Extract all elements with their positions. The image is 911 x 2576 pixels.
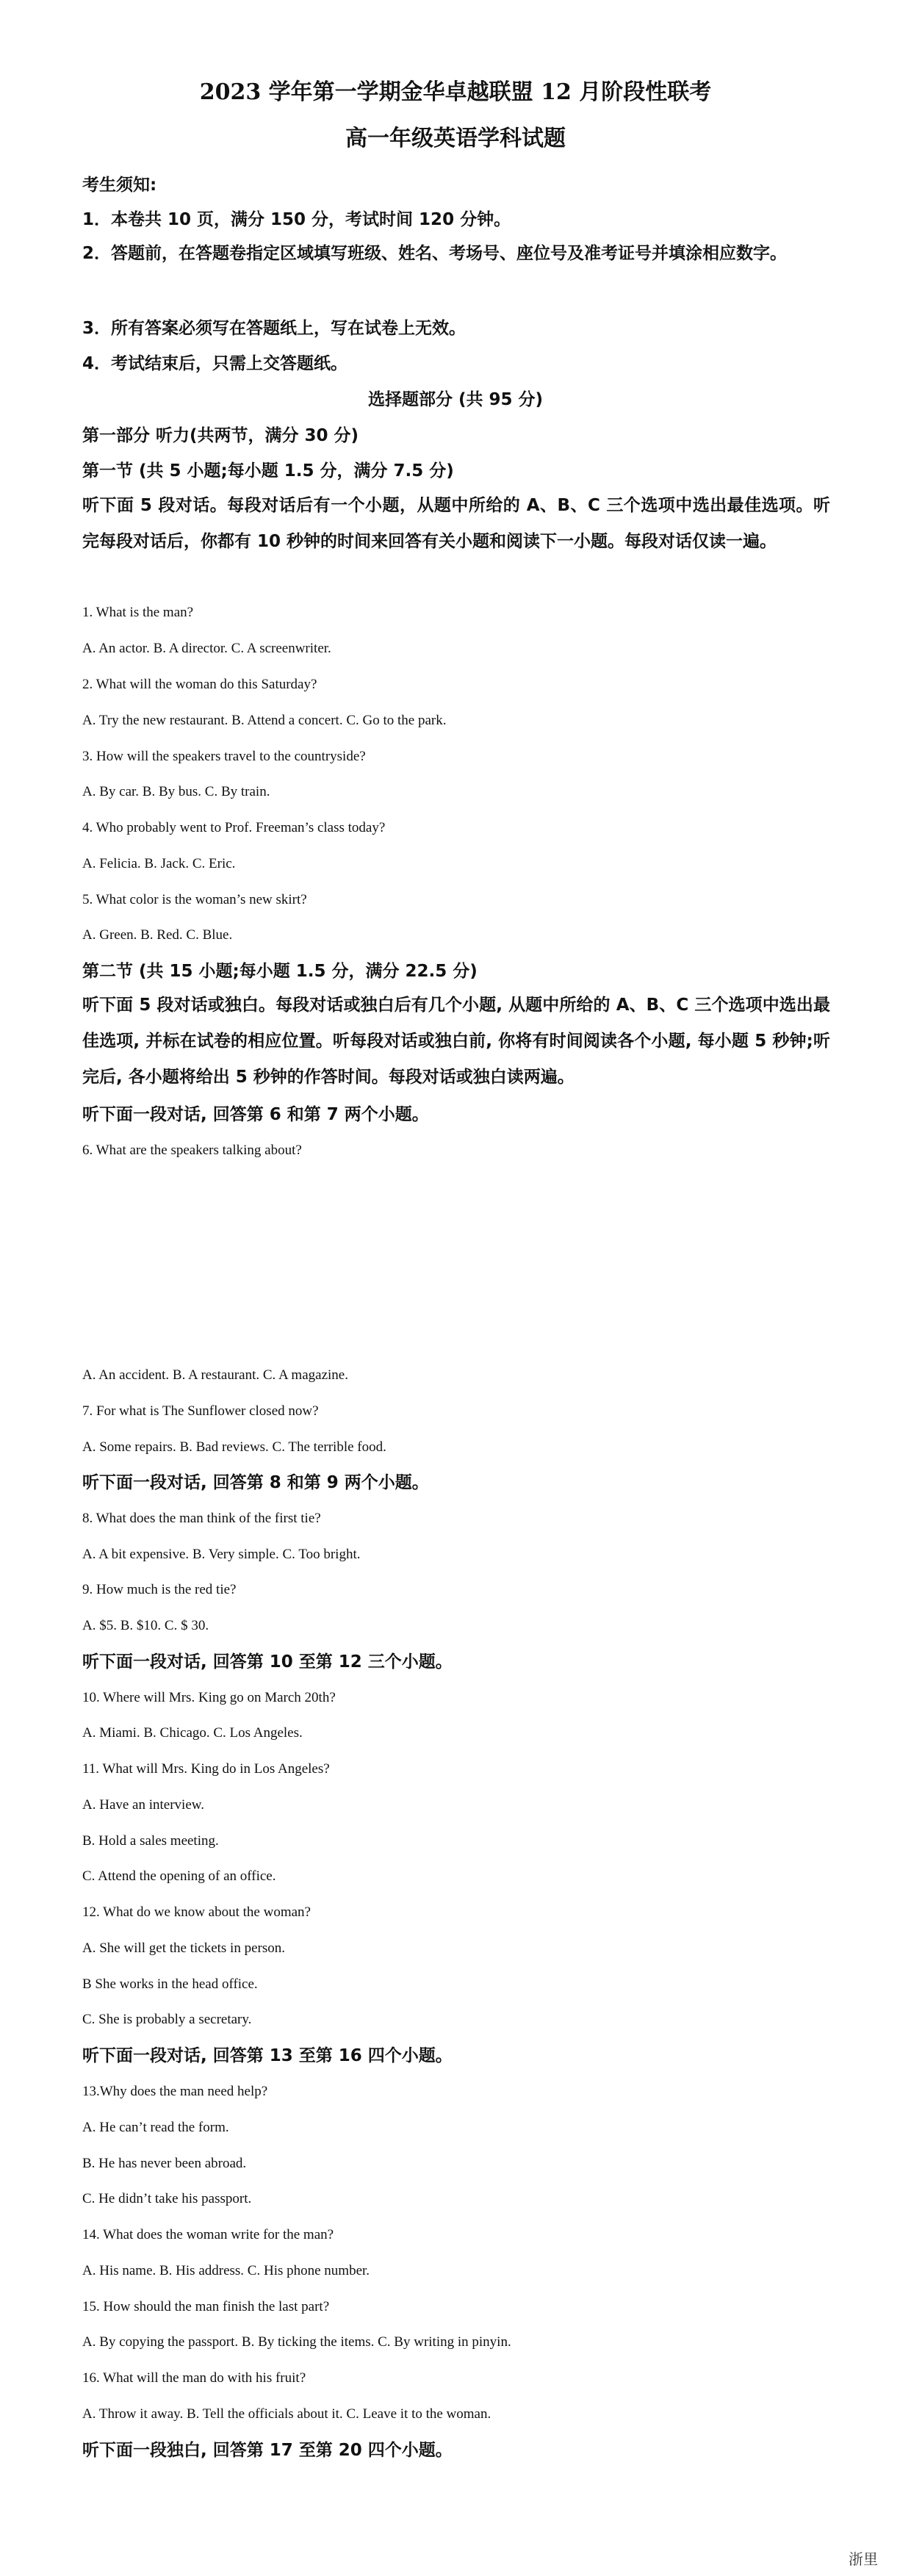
question-12-option-c: C. She is probably a secretary. <box>82 2012 252 2027</box>
question-5: 5. What color is the woman’s new skirt? <box>82 892 307 907</box>
section1-subheading: 第一节 (共 5 小题;每小题 1.5 分，满分 7.5 分) <box>82 461 454 481</box>
question-9: 9. How much is the red tie? <box>82 1582 237 1597</box>
footer-mark: 浙里 <box>849 2550 878 2568</box>
question-14-options: A. His name. B. His address. C. His phone number. <box>82 2263 370 2278</box>
question-1: 1. What is the man? <box>82 605 194 620</box>
notice-item-1: 1．本卷共 10 页，满分 150 分，考试时间 120 分钟。 <box>82 210 511 229</box>
question-1-options: A. An actor. B. A director. C. A screenwriter. <box>82 641 331 656</box>
group2-heading: 听下面一段对话, 回答第 8 和第 9 两个小题。 <box>82 1473 429 1492</box>
exam-title: 2023 学年第一学期金华卓越联盟 12 月阶段性联考 <box>199 79 712 105</box>
question-11-option-b: B. Hold a sales meeting. <box>82 1833 219 1849</box>
group4-heading: 听下面一段对话, 回答第 13 至第 16 四个小题。 <box>82 2046 453 2065</box>
section1-heading: 第一部分 听力(共两节，满分 30 分) <box>82 426 359 445</box>
notice-item-2: 2．答题前，在答题卷指定区域填写班级、姓名、考场号、座位号及准考证号并填涂相应数字。 <box>82 244 788 263</box>
section2-subheading: 第二节 (共 15 小题;每小题 1.5 分，满分 22.5 分) <box>82 962 478 981</box>
question-10-options: A. Miami. B. Chicago. C. Los Angeles. <box>82 1725 303 1741</box>
question-12-option-a: A. She will get the tickets in person. <box>82 1940 285 1956</box>
question-10: 10. Where will Mrs. King go on March 20th? <box>82 1690 336 1705</box>
question-11: 11. What will Mrs. King do in Los Angeles? <box>82 1761 330 1777</box>
question-8-options: A. A bit expensive. B. Very simple. C. Too bright. <box>82 1547 361 1562</box>
group1-heading: 听下面一段对话, 回答第 6 和第 7 两个小题。 <box>82 1105 429 1124</box>
question-9-options: A. $5. B. $10. C. $ 30. <box>82 1618 209 1633</box>
question-2: 2. What will the woman do this Saturday? <box>82 677 317 692</box>
question-13-option-a: A. He can’t read the form. <box>82 2120 229 2135</box>
question-3-options: A. By car. B. By bus. C. By train. <box>82 784 270 799</box>
question-13-option-c: C. He didn’t take his passport. <box>82 2191 252 2206</box>
question-3: 3. How will the speakers travel to the countryside? <box>82 749 366 764</box>
question-16: 16. What will the man do with his fruit? <box>82 2370 306 2386</box>
question-11-option-c: C. Attend the opening of an office. <box>82 1868 276 1884</box>
part-heading: 选择题部分 (共 95 分) <box>367 390 544 409</box>
question-7-options: A. Some repairs. B. Bad reviews. C. The terrible food. <box>82 1439 386 1455</box>
question-14: 14. What does the woman write for the man? <box>82 2227 334 2242</box>
exam-subtitle: 高一年级英语学科试题 <box>345 126 566 151</box>
notice-item-4: 4．考试结束后，只需上交答题纸。 <box>82 354 348 373</box>
question-11-option-a: A. Have an interview. <box>82 1797 205 1813</box>
question-13-option-b: B. He has never been abroad. <box>82 2156 247 2171</box>
section2-instructions: 听下面 5 段对话或独白。每段对话或独白后有几个小题, 从题中所给的 A、B、C 三个选项中选出最佳选项, 并标在试卷的相应位置。听每段对话或独白前, 你将有时间阅读各个小题, 每小题 5 秒钟;听完后, 各小题将给出 5 秒钟的作答时间。每段对话或独白读两遍。 <box>82 996 830 1087</box>
question-6: 6. What are the speakers talking about? <box>82 1143 302 1158</box>
group3-heading: 听下面一段对话, 回答第 10 至第 12 三个小题。 <box>82 1652 453 1672</box>
question-12-option-b: B She works in the head office. <box>82 1976 258 1992</box>
question-15: 15. How should the man finish the last part? <box>82 2299 330 2314</box>
question-7: 7. For what is The Sunflower closed now? <box>82 1403 319 1419</box>
question-5-options: A. Green. B. Red. C. Blue. <box>82 927 233 943</box>
notice-heading: 考生须知: <box>82 176 157 195</box>
question-6-options: A. An accident. B. A restaurant. C. A magazine. <box>82 1367 348 1383</box>
group5-heading: 听下面一段独白, 回答第 17 至第 20 四个小题。 <box>82 2441 453 2460</box>
section1-instructions: 听下面 5 段对话。每段对话后有一个小题，从题中所给的 A、B、C 三个选项中选出最佳选项。听完每段对话后，你都有 10 秒钟的时间来回答有关小题和阅读下一小题。每段对话仅读一遍。 <box>82 496 830 551</box>
question-4: 4. Who probably went to Prof. Freeman’s class today? <box>82 820 386 835</box>
question-16-options: A. Throw it away. B. Tell the officials about it. C. Leave it to the woman. <box>82 2406 491 2422</box>
question-4-options: A. Felicia. B. Jack. C. Eric. <box>82 856 236 871</box>
notice-item-3: 3．所有答案必须写在答题纸上，写在试卷上无效。 <box>82 319 467 338</box>
question-2-options: A. Try the new restaurant. B. Attend a concert. C. Go to the park. <box>82 713 447 728</box>
question-13: 13.Why does the man need help? <box>82 2084 268 2099</box>
question-8: 8. What does the man think of the first tie? <box>82 1511 321 1526</box>
question-12: 12. What do we know about the woman? <box>82 1904 311 1920</box>
question-15-options: A. By copying the passport. B. By ticking the items. C. By writing in pinyin. <box>82 2334 511 2350</box>
